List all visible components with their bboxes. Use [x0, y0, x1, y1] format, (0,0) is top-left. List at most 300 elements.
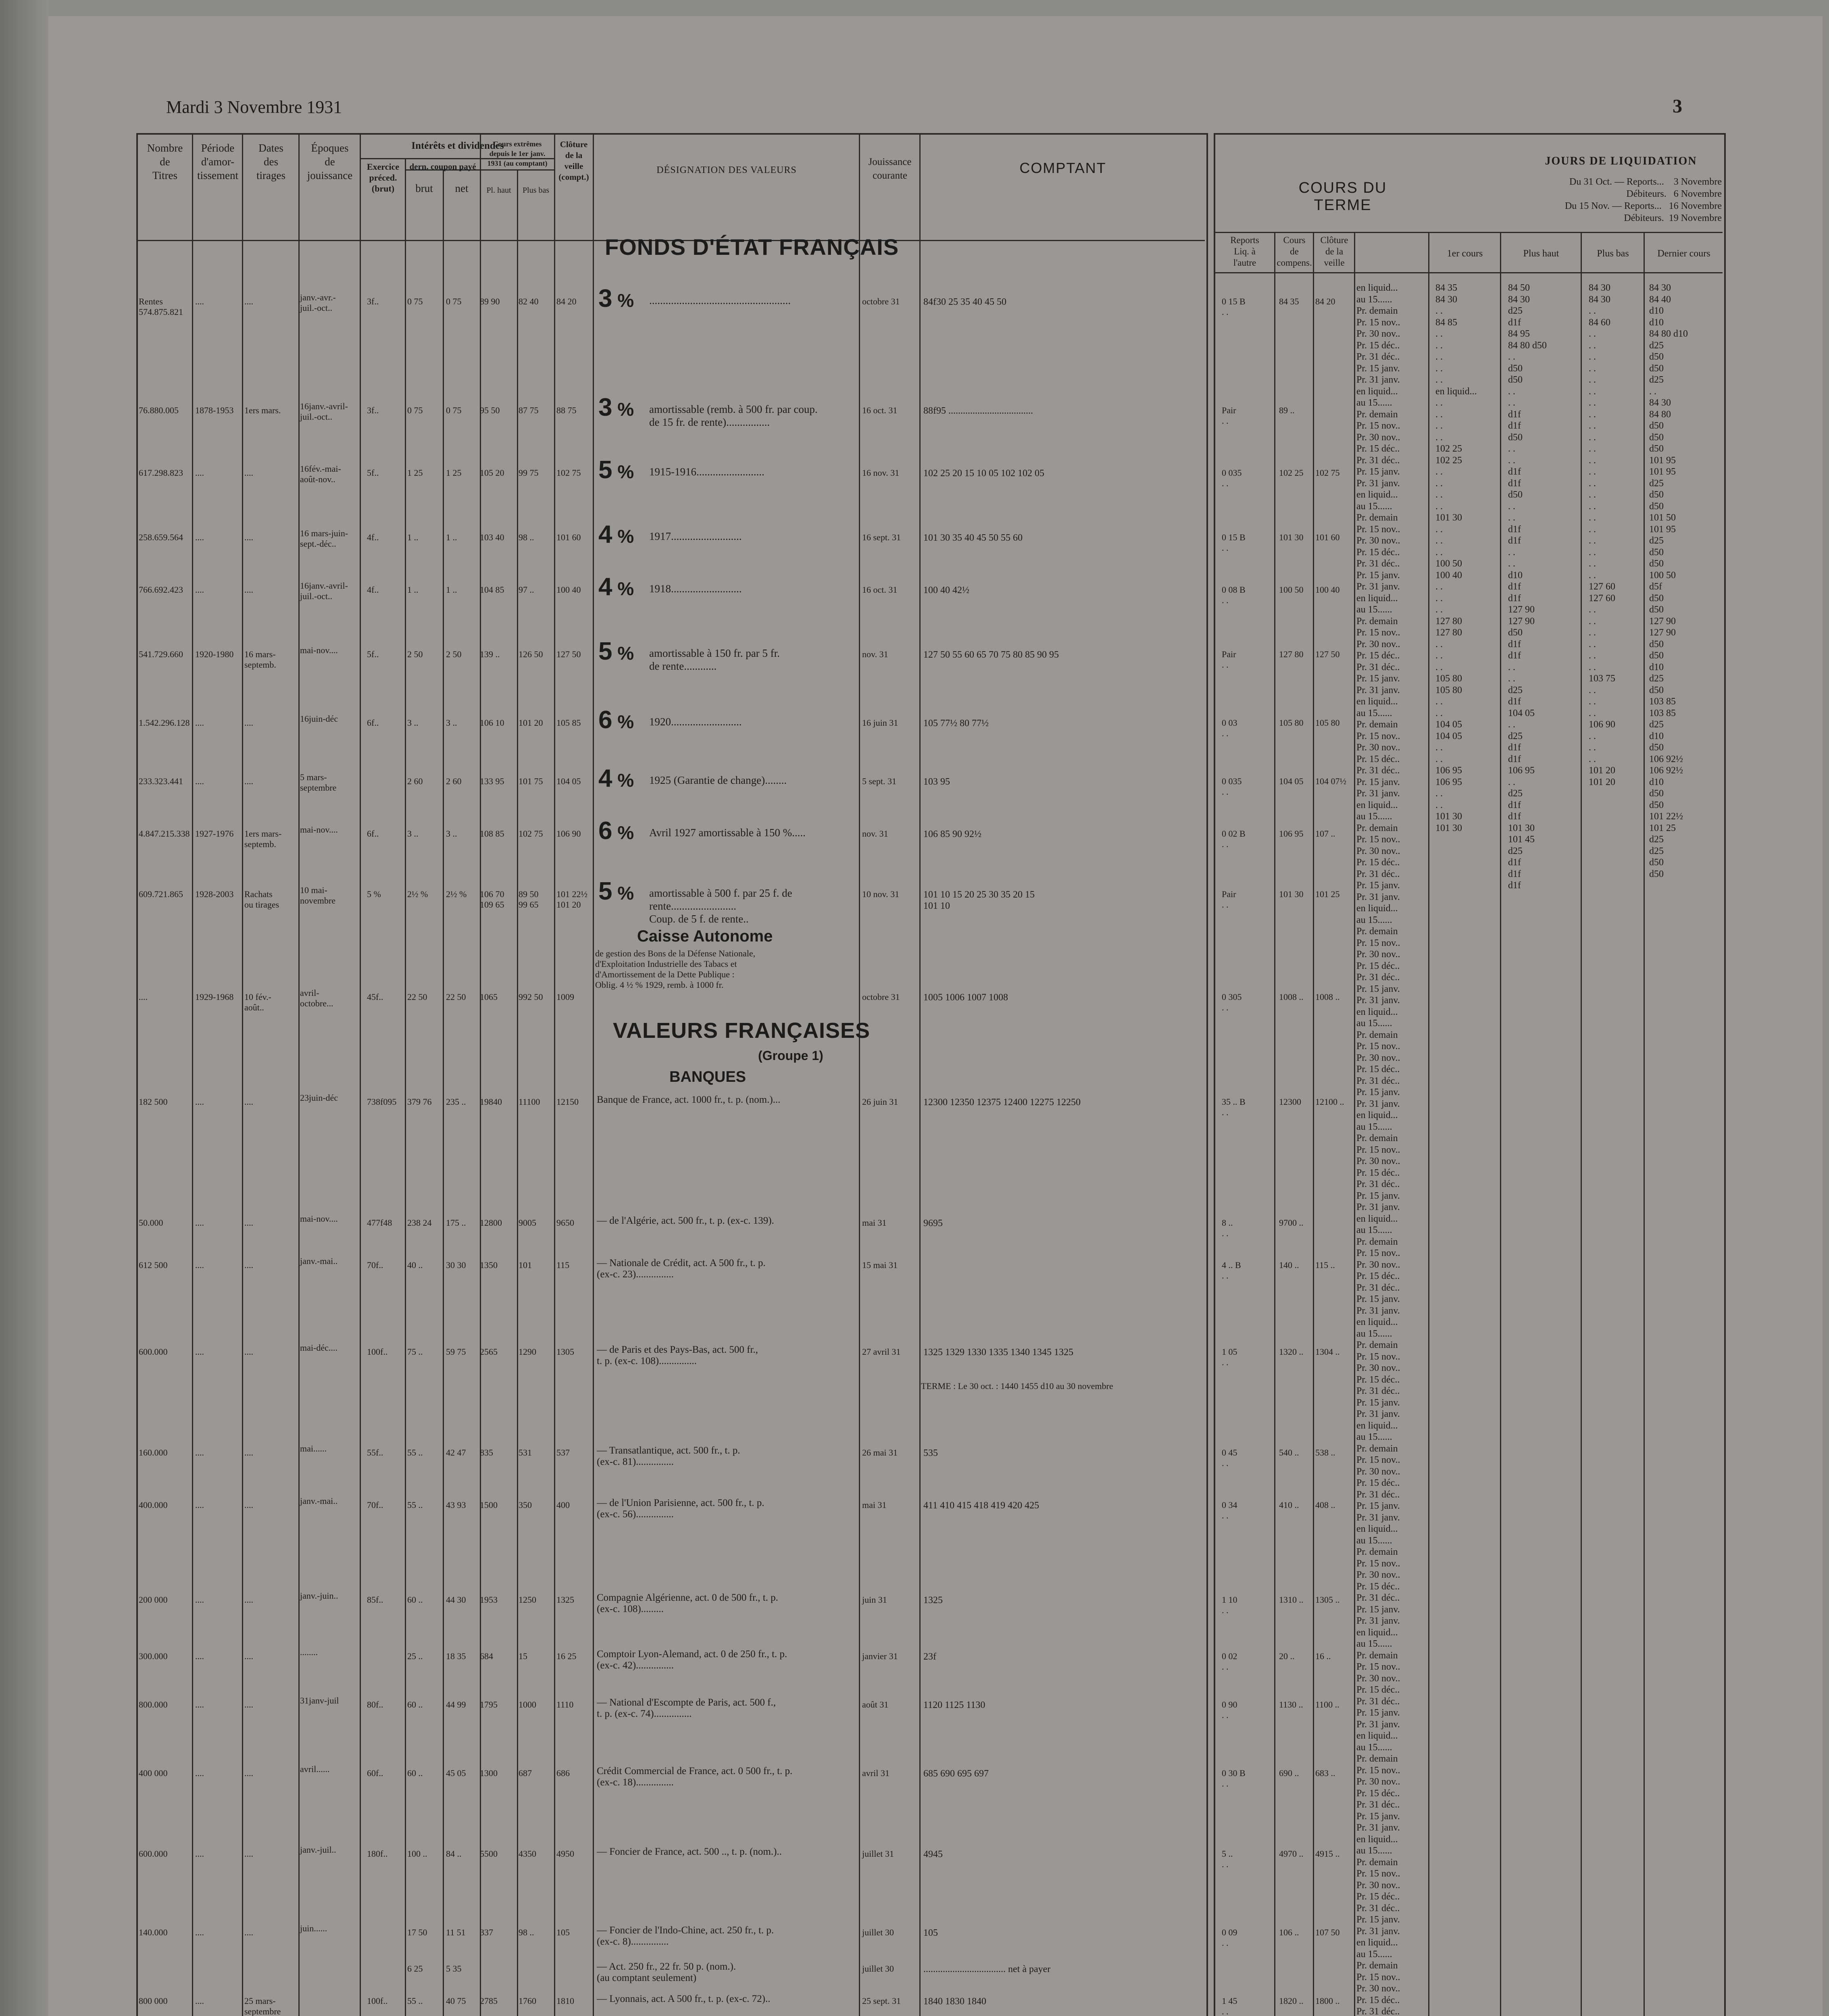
rente-row-5-tirages: 16 mars- septemb.: [244, 649, 276, 670]
bank-row-1-comptant: 9695: [923, 1218, 943, 1229]
rente-row-1-tirages: 1ers mars.: [244, 405, 281, 415]
bank-row-11-clot-terme: 107 50: [1315, 1927, 1340, 1937]
bank-row-13-exercice: 100f..: [367, 1996, 388, 2006]
rente-row-2-nombre: 617.298.823: [139, 468, 183, 478]
rente-row-9-tirages: Rachats ou tirages: [244, 889, 279, 910]
rente-row-8-report: 0 02 B . .: [1222, 829, 1246, 849]
rente-row-2-bas: 99 75: [519, 468, 539, 478]
bank-row-6-nombre: 200 000: [139, 1595, 168, 1605]
rente-row-6-compens: 105 80: [1279, 718, 1304, 728]
rente-row-4-rate: 4 %: [598, 573, 634, 601]
bank-row-13-periode: ....: [195, 1996, 204, 2006]
rente-row-8-tirages: 1ers mars- septemb.: [244, 829, 282, 849]
cours-du-terme-title: COURS DU TERME: [1298, 179, 1387, 214]
bank-row-7-compens: 20 ..: [1279, 1651, 1295, 1661]
bank-row-6-jouissance: juin 31: [862, 1595, 887, 1605]
bank-row-3-net: 59 75: [446, 1347, 466, 1357]
rente-row-6-cloture: 105 85: [556, 718, 581, 728]
rente-row-6-comptant: 105 77½ 80 77½: [923, 718, 989, 729]
page-number: 3: [1673, 96, 1682, 117]
bank-row-2-net: 30 30: [446, 1260, 466, 1270]
bank-row-7-nombre: 300.000: [139, 1651, 168, 1661]
rente-row-1-nombre: 76.880.005: [139, 405, 179, 415]
divider: [443, 169, 444, 2016]
rente-row-4-cloture: 100 40: [556, 585, 581, 595]
rente-row-7-epoque: 5 mars- septembre: [300, 772, 337, 793]
bank-row-3-epoque: mai-déc....: [300, 1343, 337, 1353]
bank-row-8-exercice: 80f..: [367, 1699, 383, 1710]
rente-row-5-clot-terme: 127 50: [1315, 649, 1340, 659]
rente-row-2-brut: 1 25: [407, 468, 423, 478]
divider: [1354, 232, 1355, 2016]
bank-row-9-tirages: ....: [244, 1768, 253, 1778]
bank-row-4-jouissance: 26 mai 31: [862, 1447, 898, 1458]
col-dates-tirages: Dates des tirages: [256, 142, 285, 181]
bank-row-11-compens: 106 ..: [1279, 1927, 1299, 1937]
divider: [192, 133, 193, 2016]
bank-row-2-label: — Nationale de Crédit, act. A 500 fr., t. p. (ex-c. 23)...............: [597, 1258, 766, 1280]
bank-row-1-exercice: 477f48: [367, 1218, 392, 1228]
rente-row-8-comptant: 106 85 90 92½: [923, 829, 981, 839]
bank-row-10-exercice: 180f..: [367, 1849, 388, 1859]
bank-row-4-report: 0 45 . .: [1222, 1447, 1237, 1468]
bank-row-4-nombre: 160.000: [139, 1447, 168, 1458]
divider: [1500, 232, 1501, 2016]
rente-row-2-jouissance: 16 nov. 31: [862, 468, 900, 478]
rente-row-5-compens: 127 80: [1279, 649, 1304, 659]
rente-row-9-cloture: 101 22½ 101 20: [556, 889, 587, 910]
bank-row-8-nombre: 800.000: [139, 1699, 168, 1710]
bank-row-9-clot-terme: 683 ..: [1315, 1768, 1335, 1778]
bank-row-11-label: — Foncier de l'Indo-Chine, act. 250 fr., t. p. (ex-c. 8)...............: [597, 1925, 774, 1947]
rente-row-4-jouissance: 16 oct. 31: [862, 585, 898, 595]
caisse-row-clot-terme: 1008 ..: [1315, 992, 1340, 1002]
bank-row-2-periode: ....: [195, 1260, 204, 1270]
rente-row-2-exercice: 5f..: [367, 468, 379, 478]
rente-row-6-jouissance: 16 juin 31: [862, 718, 898, 728]
rente-row-7-tirages: ....: [244, 776, 253, 786]
bank-row-0-haut: 19840: [480, 1097, 502, 1107]
section-caisse-autonome: Caisse Autonome: [637, 927, 773, 945]
bank-row-11-report: 0 09 . .: [1222, 1927, 1237, 1948]
caisse-row-tirages: 10 fév.- août..: [244, 992, 271, 1012]
bank-row-10-report: 5 .. . .: [1222, 1849, 1233, 1869]
bank-row-8-jouissance: août 31: [862, 1699, 889, 1710]
caisse-row-net: 22 50: [446, 992, 466, 1002]
bank-row-6-tirages: ....: [244, 1595, 253, 1605]
bank-row-1-haut: 12800: [480, 1218, 502, 1228]
bank-row-8-periode: ....: [195, 1699, 204, 1710]
rente-row-2-periode: ....: [195, 468, 204, 478]
rente-row-0-clot-terme: 84 20: [1315, 296, 1335, 306]
rente-row-1-haut: 95 50: [480, 405, 500, 415]
rente-row-8-cloture: 106 90: [556, 829, 581, 839]
caisse-row-comptant: 1005 1006 1007 1008: [923, 992, 1008, 1003]
bank-row-2-exercice: 70f..: [367, 1260, 383, 1270]
bank-row-2-brut: 40 ..: [407, 1260, 423, 1270]
rente-row-1-report: Pair . .: [1222, 405, 1236, 426]
bank-row-3-tirages: ....: [244, 1347, 253, 1357]
bank-row-0-periode: ....: [195, 1097, 204, 1107]
bank-row-4-comptant: 535: [923, 1448, 938, 1458]
rente-row-8-bas: 102 75: [519, 829, 543, 839]
rente-row-6-haut: 106 10: [480, 718, 504, 728]
rente-row-0-bas: 82 40: [519, 296, 539, 306]
rente-row-7-clot-terme: 104 07½: [1315, 776, 1346, 786]
bank-row-6-epoque: janv.-juin..: [300, 1591, 338, 1601]
bank-row-10-bas: 4350: [519, 1849, 536, 1859]
bank-row-12-jouissance: juillet 30: [862, 1964, 894, 1974]
bank-row-8-report: 0 90 . .: [1222, 1699, 1237, 1720]
rente-row-2-cloture: 102 75: [556, 468, 581, 478]
rente-row-9-clot-terme: 101 25: [1315, 889, 1340, 899]
rente-row-0-jouissance: octobre 31: [862, 296, 900, 306]
rente-row-0-periode: ....: [195, 296, 204, 306]
bank-row-0-bas: 11100: [519, 1097, 540, 1107]
bank-row-3-compens: 1320 ..: [1279, 1347, 1304, 1357]
bank-row-7-brut: 25 ..: [407, 1651, 423, 1661]
rente-row-5-periode: 1920-1980: [195, 649, 234, 659]
divider: [1428, 232, 1429, 2016]
divider: [919, 133, 921, 2016]
bank-row-0-nombre: 182 500: [139, 1097, 168, 1107]
col-dernier-cours: Dernier cours: [1657, 248, 1710, 259]
rente-row-3-comptant: 101 30 35 40 45 50 55 60: [923, 533, 1023, 543]
bank-row-11-epoque: juin......: [300, 1923, 327, 1933]
rente-row-8-clot-terme: 107 ..: [1315, 829, 1335, 839]
bank-row-1-brut: 238 24: [407, 1218, 432, 1228]
rente-row-8-exercice: 6f..: [367, 829, 379, 839]
bank-row-0-tirages: ....: [244, 1097, 253, 1107]
rente-row-0-brut: 0 75: [407, 296, 423, 306]
rente-row-9-comptant: 101 10 15 20 25 30 35 20 15 101 10: [923, 889, 1035, 911]
caisse-row-haut: 1065: [480, 992, 498, 1002]
bank-row-4-compens: 540 ..: [1279, 1447, 1299, 1458]
rente-row-7-brut: 2 60: [407, 776, 423, 786]
rente-row-4-exercice: 4f..: [367, 585, 379, 595]
bank-row-9-periode: ....: [195, 1768, 204, 1778]
rente-row-1-comptant: 88f95 ...................................: [923, 406, 1033, 416]
col-cours-extremes: Cours extrêmes depuis le 1er janv. 1931 (au comptant): [487, 140, 548, 167]
bank-row-6-brut: 60 ..: [407, 1595, 423, 1605]
bank-row-9-bas: 687: [519, 1768, 532, 1778]
bank-row-3-haut: 2565: [480, 1347, 498, 1357]
caisse-row-periode: 1929-1968: [195, 992, 234, 1002]
bank-row-2-nombre: 612 500: [139, 1260, 168, 1270]
rente-row-2-comptant: 102 25 20 15 10 05 102 102 05: [923, 468, 1044, 479]
rente-row-3-net: 1 ..: [446, 532, 457, 542]
rente-row-8-jouissance: nov. 31: [862, 829, 888, 839]
rente-row-6-epoque: 16juin-déc: [300, 714, 338, 724]
bank-row-6-report: 1 10 . .: [1222, 1595, 1237, 1615]
bank-row-7-label: Comptoir Lyon-Alemand, act. 0 de 250 fr., t. p. (ex-c. 42)...............: [597, 1649, 787, 1671]
rente-row-4-clot-terme: 100 40: [1315, 585, 1340, 595]
col-premier-cours: 1er cours: [1447, 248, 1483, 259]
col-cours-compens: Cours de compens.: [1277, 235, 1312, 268]
bank-row-2-compens: 140 ..: [1279, 1260, 1299, 1270]
rente-row-6-report: 0 03 . .: [1222, 718, 1237, 738]
rente-row-7-report: 0 035 . .: [1222, 776, 1242, 797]
rente-row-0-tirages: ....: [244, 296, 253, 306]
bank-row-5-jouissance: mai 31: [862, 1500, 887, 1510]
col-plus-bas: Plus bas: [1597, 248, 1629, 259]
divider: [242, 133, 243, 2016]
bank-row-8-haut: 1795: [480, 1699, 498, 1710]
rente-row-4-haut: 104 85: [480, 585, 504, 595]
col-net: net: [455, 182, 469, 194]
rente-row-0-comptant: 84f30 25 35 40 45 50: [923, 297, 1006, 307]
bank-row-4-exercice: 55f..: [367, 1447, 383, 1458]
bank-row-8-comptant: 1120 1125 1130: [923, 1700, 985, 1710]
bank-row-7-clot-terme: 16 ..: [1315, 1651, 1331, 1661]
bank-row-9-brut: 60 ..: [407, 1768, 423, 1778]
bank-row-10-jouissance: juillet 31: [862, 1849, 894, 1859]
bank-row-4-bas: 531: [519, 1447, 532, 1458]
col-reports: Reports Liq. à l'autre: [1230, 235, 1259, 268]
liquidation-line-1: Du 31 Oct. — Reports... 3 Novembre: [1569, 177, 1722, 187]
rente-row-6-brut: 3 ..: [407, 718, 419, 728]
bank-row-2-bas: 101: [519, 1260, 532, 1270]
page-fold-shadow: [0, 0, 48, 2016]
bank-row-13-report: 1 45 . .: [1222, 1996, 1237, 2016]
rente-row-7-haut: 133 95: [480, 776, 504, 786]
bank-row-3-exercice: 100f..: [367, 1347, 388, 1357]
rente-row-6-bas: 101 20: [519, 718, 543, 728]
bank-row-1-net: 175 ..: [446, 1218, 466, 1228]
caisse-row-jouissance: octobre 31: [862, 992, 900, 1002]
rente-row-6-net: 3 ..: [446, 718, 457, 728]
bank-row-5-exercice: 70f..: [367, 1500, 383, 1510]
rente-row-1-exercice: 3f..: [367, 405, 379, 415]
bank-row-11-net: 11 51: [446, 1927, 466, 1937]
rente-row-7-jouissance: 5 sept. 31: [862, 776, 896, 786]
rente-row-7-cloture: 104 05: [556, 776, 581, 786]
rente-row-1-net: 0 75: [446, 405, 462, 415]
col-dern-coupon: dern. coupon payé: [409, 162, 476, 171]
bank-row-2-cloture: 115: [556, 1260, 570, 1270]
rente-row-7-net: 2 60: [446, 776, 462, 786]
col-interets: Intérêts et dividendes: [411, 140, 504, 151]
bank-row-11-jouissance: juillet 30: [862, 1927, 894, 1937]
bank-row-6-cloture: 1325: [556, 1595, 574, 1605]
bank-row-5-compens: 410 ..: [1279, 1500, 1299, 1510]
bank-row-6-compens: 1310 ..: [1279, 1595, 1304, 1605]
rente-row-9-compens: 101 30: [1279, 889, 1304, 899]
section-groupe: (Groupe 1): [758, 1048, 823, 1063]
rente-row-5-exercice: 5f..: [367, 649, 379, 659]
bank-row-3-cloture: 1305: [556, 1347, 574, 1357]
bank-row-3-clot-terme: 1304 ..: [1315, 1347, 1340, 1357]
rente-row-9-exercice: 5 %: [367, 889, 381, 899]
bank-row-7-report: 0 02 . .: [1222, 1651, 1237, 1672]
bank-row-5-report: 0 34 . .: [1222, 1500, 1237, 1520]
rente-row-3-clot-terme: 101 60: [1315, 532, 1340, 542]
bank-row-7-cloture: 16 25: [556, 1651, 577, 1661]
col-plus-haut: Plus haut: [1523, 248, 1559, 259]
rente-row-0-rate: 3 %: [598, 285, 634, 312]
bank-row-5-epoque: janv.-mai..: [300, 1496, 338, 1506]
bank-row-12-label: — Act. 250 fr., 22 fr. 50 p. (nom.). (au comptant seulement): [597, 1961, 736, 1983]
terme-last-col: 84 30 84 40 d10 d10 84 80 d10 d25 d50 d50 d25 . . 84 30 84 80 d50 d50 d50 101 95 101 95 d25 d50 d50 101 50 101 95 d25 d50 d50 100 50 d5f d50 d50 127 90 127 90 d50 d50 d10 d25 d50 103 85 103 85 d25 d10 d50 106 92½ 106 92½ d10 d50 d50 101 22½ 101 25 d25 d25 d50 d50: [1649, 283, 1688, 879]
bank-row-3-report: 1 05 . .: [1222, 1347, 1237, 1367]
rente-row-0-cloture: 84 20: [556, 296, 577, 306]
bank-row-13-cloture: 1810: [556, 1996, 574, 2006]
bank-row-8-tirages: ....: [244, 1699, 253, 1710]
col-comptant: COMPTANT: [1019, 160, 1106, 176]
col-periode: Période d'amor- tissement: [197, 142, 238, 181]
rente-row-8-brut: 3 ..: [407, 829, 419, 839]
rente-row-5-bas: 126 50: [519, 649, 543, 659]
terme-first-col: 84 35 84 30 . . 84 85 . . . . . . . . . . en liquid... . . . . . . . . 102 25 102 25 . . . . . . . . 101 30 . . . . . . 100 50 100 40 . . . . . . 127 80 127 80 . . . . . . 105 80 105 80 . . . . 104 05 104 05 . . . . 106 95 106 95 . . . . 101 30 101 30: [1435, 283, 1477, 833]
rente-row-6-clot-terme: 105 80: [1315, 718, 1340, 728]
bank-row-9-jouissance: avril 31: [862, 1768, 890, 1778]
col-pl-bas: Plus bas: [522, 186, 550, 195]
bank-row-4-cloture: 537: [556, 1447, 570, 1458]
bank-row-7-bas: 15: [519, 1651, 527, 1661]
rente-row-4-label: 1918..........................: [649, 583, 742, 595]
bank-row-5-tirages: ....: [244, 1500, 253, 1510]
bank-row-8-cloture: 1110: [556, 1699, 574, 1710]
bank-row-5-haut: 1500: [480, 1500, 498, 1510]
bank-row-0-comptant: 12300 12350 12375 12400 12275 12250: [923, 1097, 1081, 1108]
bank-row-6-periode: ....: [195, 1595, 204, 1605]
rente-row-4-epoque: 16janv.-avril- juil.-oct..: [300, 581, 348, 601]
rente-row-7-nombre: 233.323.441: [139, 776, 183, 786]
rente-row-3-rate: 4 %: [598, 521, 634, 548]
rente-row-1-jouissance: 16 oct. 31: [862, 405, 898, 415]
bank-row-6-label: Compagnie Algérienne, act. 0 de 500 fr., t. p. (ex-c. 108).........: [597, 1592, 778, 1614]
rente-row-6-rate: 6 %: [598, 706, 634, 734]
col-cloture: Clôture de la veille (compt.): [558, 140, 589, 182]
rente-row-4-comptant: 100 40 42½: [923, 585, 969, 596]
bank-row-7-tirages: ....: [244, 1651, 253, 1661]
bank-row-2-epoque: janv.-mai..: [300, 1256, 338, 1266]
bank-row-8-net: 44 99: [446, 1699, 466, 1710]
rente-row-5-comptant: 127 50 55 60 65 70 75 80 85 90 95: [923, 650, 1059, 660]
header-rule: [1214, 272, 1723, 273]
caisse-row-cloture: 1009: [556, 992, 574, 1002]
col-cloture-terme: Clôture de la veille: [1320, 235, 1348, 268]
rente-row-7-bas: 101 75: [519, 776, 543, 786]
bank-row-11-nombre: 140.000: [139, 1927, 168, 1937]
rente-row-0-compens: 84 35: [1279, 296, 1299, 306]
bank-row-13-compens: 1820 ..: [1279, 1996, 1304, 2006]
bank-row-10-tirages: ....: [244, 1849, 253, 1859]
section-banques: BANQUES: [669, 1068, 746, 1085]
bank-row-4-label: — Transatlantique, act. 500 fr., t. p. (ex-c. 81)...............: [597, 1445, 740, 1467]
bank-row-4-brut: 55 ..: [407, 1447, 423, 1458]
bank-row-5-clot-terme: 408 ..: [1315, 1500, 1335, 1510]
rente-row-6-tirages: ....: [244, 718, 253, 728]
bank-row-5-nombre: 400.000: [139, 1500, 168, 1510]
bank-row-9-epoque: avril......: [300, 1764, 330, 1774]
caisse-row-compens: 1008 ..: [1279, 992, 1304, 1002]
rente-row-3-compens: 101 30: [1279, 532, 1304, 542]
bank-row-13-jouissance: 25 sept. 31: [862, 1996, 901, 2006]
bank-row-0-label: Banque de France, act. 1000 fr., t. p. (nom.)...: [597, 1094, 781, 1105]
rente-row-9-jouissance: 10 nov. 31: [862, 889, 900, 899]
rente-row-0-exercice: 3f..: [367, 296, 379, 306]
rente-row-9-rate: 5 %: [598, 877, 634, 905]
rente-row-4-report: 0 08 B . .: [1222, 585, 1246, 605]
bank-row-6-exercice: 85f..: [367, 1595, 383, 1605]
bank-row-0-epoque: 23juin-déc: [300, 1093, 338, 1103]
bank-row-11-cloture: 105: [556, 1927, 570, 1937]
bank-row-1-compens: 9700 ..: [1279, 1218, 1304, 1228]
bank-row-3-brut: 75 ..: [407, 1347, 423, 1357]
bank-row-5-bas: 350: [519, 1500, 532, 1510]
bank-row-8-brut: 60 ..: [407, 1699, 423, 1710]
liquidation-title: JOURS DE LIQUIDATION: [1545, 155, 1697, 167]
bank-row-4-haut: 835: [480, 1447, 493, 1458]
rente-row-8-epoque: mai-nov....: [300, 825, 338, 835]
rente-row-5-cloture: 127 50: [556, 649, 581, 659]
bank-row-3-bas: 1290: [519, 1347, 536, 1357]
liquidation-line-3: Du 15 Nov. — Reports... 16 Novembre: [1564, 201, 1722, 211]
rente-row-3-jouissance: 16 sept. 31: [862, 532, 901, 542]
rente-row-9-nombre: 609.721.865: [139, 889, 183, 899]
rente-row-2-tirages: ....: [244, 468, 253, 478]
bank-row-9-compens: 690 ..: [1279, 1768, 1299, 1778]
bank-row-12-comptant: .................................. net à payer: [923, 1964, 1051, 1974]
divider: [1581, 232, 1582, 2016]
rente-row-2-report: 0 035 . .: [1222, 468, 1242, 488]
rente-row-5-jouissance: nov. 31: [862, 649, 888, 659]
bank-row-5-net: 43 93: [446, 1500, 466, 1510]
bank-row-10-epoque: janv.-juil..: [300, 1845, 336, 1855]
bank-row-10-brut: 100 ..: [407, 1849, 427, 1859]
rente-row-3-haut: 103 40: [480, 532, 504, 542]
rente-row-1-cloture: 88 75: [556, 405, 577, 415]
bank-row-0-clot-terme: 12100 ..: [1315, 1097, 1344, 1107]
rente-row-9-haut: 106 70 109 65: [480, 889, 504, 910]
rente-row-7-comptant: 103 95: [923, 777, 950, 787]
bank-row-1-report: 8 .. . .: [1222, 1218, 1233, 1238]
rente-row-4-tirages: ....: [244, 585, 253, 595]
rente-row-6-periode: ....: [195, 718, 204, 728]
bank-row-2-haut: 1350: [480, 1260, 498, 1270]
bank-row-1-epoque: mai-nov....: [300, 1214, 338, 1224]
rente-row-9-periode: 1928-2003: [195, 889, 234, 899]
rente-row-3-exercice: 4f..: [367, 532, 379, 542]
bank-row-11-brut: 17 50: [407, 1927, 427, 1937]
bank-row-5-brut: 55 ..: [407, 1500, 423, 1510]
bank-row-2-tirages: ....: [244, 1260, 253, 1270]
rente-row-6-label: 1920..........................: [649, 716, 742, 728]
bank-row-12-brut: 6 25: [407, 1964, 423, 1974]
bank-row-8-clot-terme: 1100 ..: [1315, 1699, 1339, 1710]
bank-row-2-report: 4 .. B . .: [1222, 1260, 1241, 1281]
divider: [517, 169, 518, 2016]
bank-row-8-bas: 1000: [519, 1699, 536, 1710]
header-rule: [1214, 232, 1723, 233]
caisse-row-epoque: avril- octobre...: [300, 988, 333, 1008]
rente-row-5-net: 2 50: [446, 649, 462, 659]
bank-row-7-periode: ....: [195, 1651, 204, 1661]
terme-low-col: 84 30 84 30 . . 84 60 . . . . . . . . . . . . . . . . . . . . . . . . . . . . . . . . . . . . . . . . . . . . 127 60 127 60 . . . . . . . . . . . . 103 75 . . . . . . 106 90 . . . . . . 101 20 101 20: [1589, 283, 1615, 787]
rente-row-4-periode: ....: [195, 585, 204, 595]
rente-row-8-haut: 108 85: [480, 829, 504, 839]
rente-row-8-label: Avril 1927 amortissable à 150 %.....: [649, 827, 806, 839]
bank-row-7-haut: 684: [480, 1651, 493, 1661]
bank-row-3-jouissance: 27 avril 31: [862, 1347, 901, 1357]
bank-row-1-periode: ....: [195, 1218, 204, 1228]
bank-row-8-label: — National d'Escompte de Paris, act. 500 f., t. p. (ex-c. 74)...............: [597, 1697, 776, 1719]
rente-row-3-report: 0 15 B . .: [1222, 532, 1246, 553]
rente-row-3-brut: 1 ..: [407, 532, 419, 542]
rente-row-4-compens: 100 50: [1279, 585, 1304, 595]
bank-row-4-clot-terme: 538 ..: [1315, 1447, 1335, 1458]
